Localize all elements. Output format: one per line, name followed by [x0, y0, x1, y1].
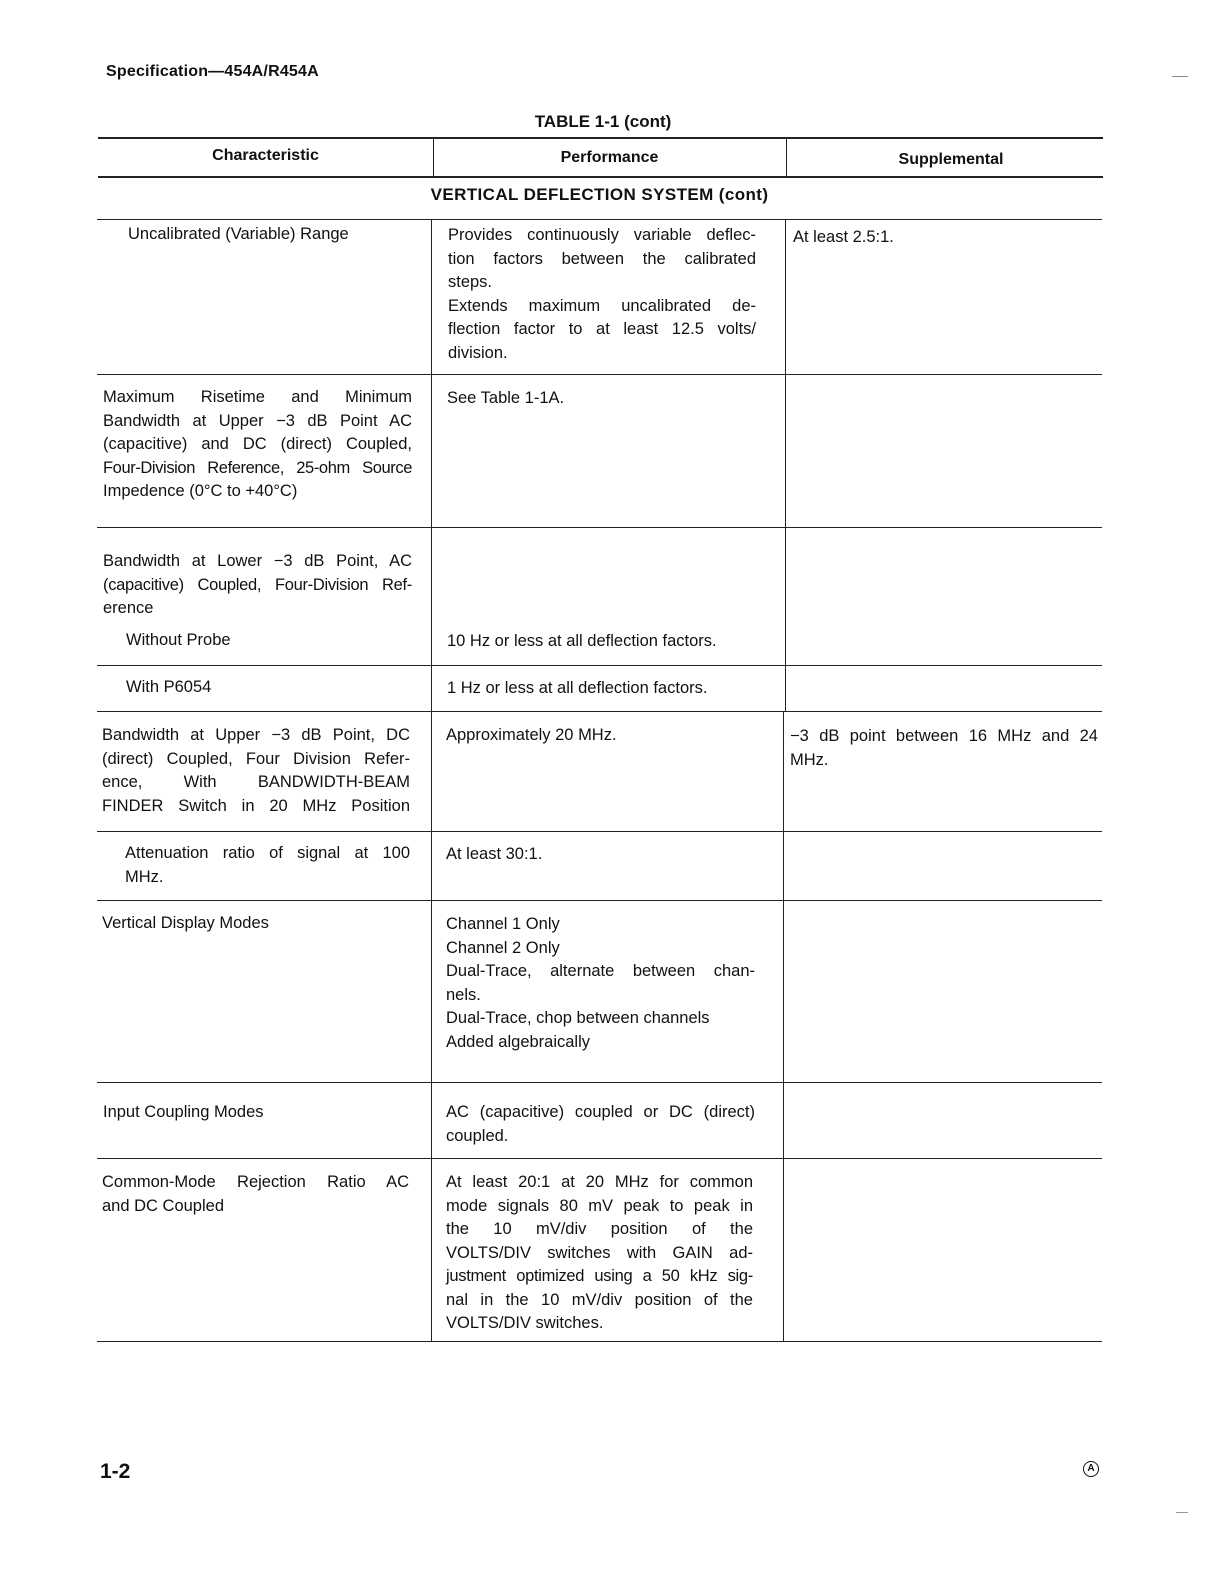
cell-line: Vertical Display Modes	[102, 914, 269, 932]
cell-line: Input Coupling Modes	[103, 1103, 264, 1121]
section-heading: VERTICAL DEFLECTION SYSTEM (cont)	[430, 185, 769, 204]
cell-line: erence	[103, 599, 154, 617]
cell-line: VOLTS/DIV switches with GAIN ad-	[446, 1243, 753, 1262]
performance-cell	[447, 630, 767, 654]
cell-line: MHz.	[790, 750, 829, 769]
row-divider	[97, 527, 1102, 528]
row-divider	[97, 1082, 1102, 1083]
cell-line: (capacitive) Coupled, Four-Division Ref-	[103, 575, 412, 594]
characteristic-cell	[102, 912, 412, 936]
cell-line: Impedence (0°C to +40°C)	[103, 482, 298, 500]
cell-line: 10 Hz or less at all deflection factors.	[447, 632, 717, 650]
supplemental-cell	[790, 725, 1098, 772]
cell-line: Extends maximum uncalibrated de-	[448, 296, 756, 315]
column-header-characteristic: Characteristic	[212, 147, 319, 164]
performance-cell	[448, 224, 756, 365]
publisher-logo: A	[1083, 1461, 1099, 1477]
performance-cell	[446, 724, 766, 748]
cell-line: At least 30:1.	[446, 845, 543, 863]
characteristic-cell	[126, 676, 406, 700]
cell-line: Bandwidth at Upper −3 dB Point AC	[103, 411, 412, 430]
page-number: 1-2	[100, 1460, 131, 1483]
table-bottom-rule	[97, 1341, 1102, 1342]
cell-line: Added algebraically	[446, 1032, 591, 1051]
cell-line: Four-Division Reference, 25-ohm Source	[103, 458, 412, 477]
performance-cell	[446, 1171, 753, 1336]
section-bottom-rule	[97, 219, 1102, 220]
cell-line: Bandwidth at Upper −3 dB Point, DC	[102, 726, 410, 744]
cell-line: (capacitive) and DC (direct) Coupled,	[103, 435, 412, 453]
row-divider	[97, 900, 1102, 901]
table-title: TABLE 1-1 (cont)	[534, 112, 672, 131]
cell-line: With P6054	[126, 678, 212, 696]
cell-line: steps.	[448, 273, 493, 291]
cell-line: division.	[448, 343, 508, 362]
performance-cell	[447, 387, 755, 411]
header-bottom-rule	[98, 176, 1103, 178]
performance-cell	[446, 1101, 755, 1148]
cell-line: Dual-Trace, chop between channels	[446, 1009, 710, 1027]
cell-line: the 10 mV/div position of the	[446, 1220, 753, 1238]
characteristic-cell	[128, 223, 418, 247]
column-divider	[785, 220, 786, 712]
cell-line: At least 20:1 at 20 MHz for common	[446, 1173, 753, 1191]
cell-line: justment optimized using a 50 kHz sig-	[446, 1267, 753, 1285]
footer-edge-mark	[1176, 1512, 1188, 1513]
cell-line: tion factors between the calibrated	[448, 249, 756, 268]
row-divider	[97, 831, 1102, 832]
cell-line: FINDER Switch in 20 MHz Position	[102, 796, 410, 815]
row-divider	[97, 711, 1102, 712]
performance-cell	[446, 913, 755, 1054]
cell-line: VOLTS/DIV switches.	[446, 1314, 604, 1332]
cell-line: mode signals 80 mV peak to peak in	[446, 1196, 753, 1215]
page-header-title: Specification—454A/R454A	[106, 63, 319, 80]
performance-cell	[446, 843, 766, 867]
row-divider	[97, 374, 1102, 375]
supplemental-cell	[793, 226, 1098, 250]
cell-line: Uncalibrated (Variable) Range	[128, 225, 349, 243]
cell-line: Approximately 20 MHz.	[446, 726, 617, 744]
table-top-rule	[98, 137, 1103, 139]
characteristic-subcell: Without Probe	[126, 631, 231, 649]
cell-line: AC (capacitive) coupled or DC (direct)	[446, 1103, 755, 1121]
cell-line: Channel 1 Only	[446, 915, 560, 933]
characteristic-cell	[102, 1171, 409, 1218]
cell-line: MHz.	[125, 867, 164, 886]
row-divider	[97, 665, 1102, 666]
cell-line: Maximum Risetime and Minimum	[103, 388, 412, 406]
characteristic-cell	[102, 724, 410, 818]
cell-line: Common-Mode Rejection Ratio AC	[102, 1173, 409, 1191]
cell-line: nal in the 10 mV/div position of the	[446, 1290, 753, 1309]
characteristic-cell	[125, 842, 410, 889]
cell-line: ence, With BANDWIDTH-BEAM	[102, 773, 410, 791]
cell-line: 1 Hz or less at all deflection factors.	[447, 679, 708, 697]
cell-line: Dual-Trace, alternate between chan-	[446, 962, 755, 980]
cell-line: −3 dB point between 16 MHz and 24	[790, 727, 1098, 745]
cell-line: At least 2.5:1.	[793, 228, 894, 246]
header-edge-mark	[1172, 76, 1188, 77]
cell-line: Bandwidth at Lower −3 dB Point, AC	[103, 552, 412, 570]
cell-line: Attenuation ratio of signal at 100	[125, 844, 410, 862]
characteristic-cell	[103, 1101, 413, 1125]
column-divider	[783, 711, 784, 1342]
cell-line: Channel 2 Only	[446, 938, 560, 957]
column-divider	[431, 220, 432, 1342]
characteristic-cell	[103, 386, 412, 504]
column-header-performance: Performance	[560, 149, 659, 166]
cell-line: and DC Coupled	[102, 1196, 224, 1215]
cell-line: Provides continuously variable deflec-	[448, 226, 756, 244]
cell-line: flection factor to at least 12.5 volts/	[448, 320, 756, 338]
column-header-supplemental: Supplemental	[898, 151, 1004, 168]
characteristic-cell	[103, 550, 412, 621]
performance-cell	[447, 677, 767, 701]
cell-line: coupled.	[446, 1126, 509, 1145]
cell-line: (direct) Coupled, Four Division Refer-	[102, 749, 410, 768]
cell-line: See Table 1-1A.	[447, 389, 565, 407]
cell-line: nels.	[446, 985, 481, 1004]
row-divider	[97, 1158, 1102, 1159]
